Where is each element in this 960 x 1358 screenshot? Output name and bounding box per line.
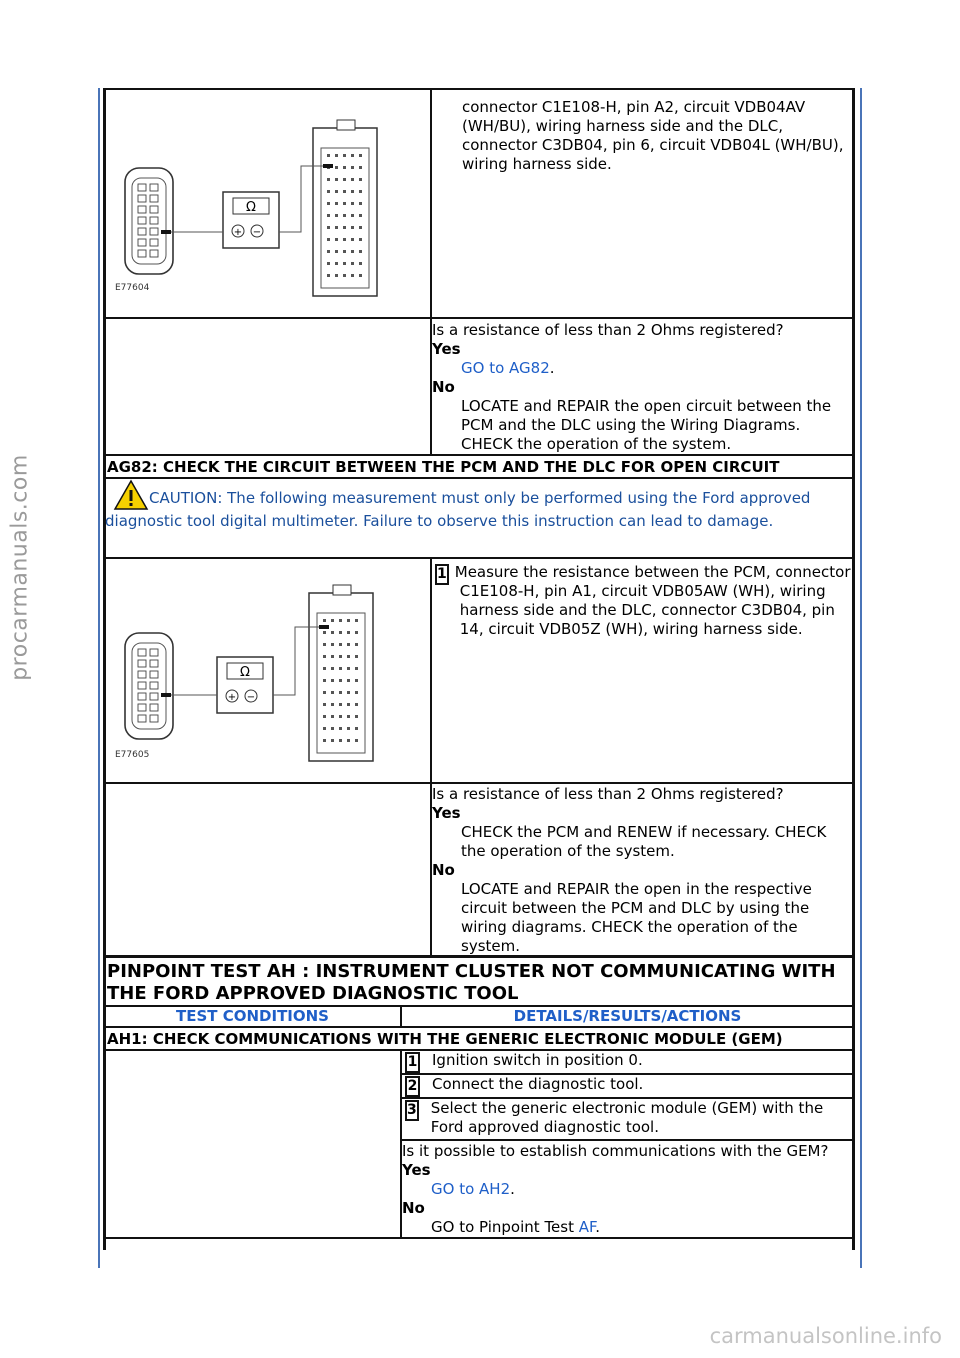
svg-text:−: − [246,692,256,703]
ohm-meter-icon [217,657,273,713]
question-text: Is it possible to establish communications with the GEM? [402,1142,829,1160]
svg-text:+: + [233,227,243,238]
svg-text:Ω: Ω [240,665,250,680]
footer-watermark: carmanualsonline.info [709,1324,942,1348]
step-text: connector C1E108-H, pin A2, circuit VDB04AV (WH/BU), wiring harness side and the DLC, connector C3DB04, pin 6, circuit VDB04L (WH/BU), wiring harness side. [462,98,844,173]
no-label: No [432,378,455,396]
no-label: No [402,1199,425,1217]
step-text: Ignition switch in position 0. [432,1051,643,1069]
punctuation: . [595,1218,601,1236]
page-rule-left-outer [98,88,100,1268]
result-cell-ah1 [401,1140,854,1238]
go-to-ah2-link[interactable]: GO to AH2 [431,1180,511,1198]
caution-cell [104,478,854,558]
no-label: No [432,861,455,879]
warning-triangle-icon [113,479,149,511]
svg-text:+: + [227,692,237,703]
punctuation: . [549,359,555,377]
pinpoint-test-af-link[interactable]: AF [578,1218,596,1236]
step-number: 2 [405,1076,420,1097]
step-number: 1 [435,564,449,585]
figure-cell-a [104,89,431,318]
ah1-heading: AH1: CHECK COMMUNICATIONS WITH THE GENERIC ELECTRONIC MODULE (GEM) [104,1027,854,1050]
page-rule-right-outer [860,88,862,1268]
yes-label: Yes [432,804,461,822]
empty-cell [104,783,431,957]
question-text: Is a resistance of less than 2 Ohms registered? [432,321,784,339]
figure-label: E77604 [115,283,150,293]
no-action-text: LOCATE and REPAIR the open circuit between the PCM and the DLC using the Wiring Diagrams. CHECK the operation of the system. [461,397,832,453]
diagnostic-table-ag [103,88,855,958]
yes-label: Yes [402,1161,431,1179]
column-header-details: DETAILS/RESULTS/ACTIONS [401,1006,854,1027]
step-number: 3 [405,1100,419,1121]
empty-cell [104,318,431,455]
test-conditions-cell [104,1050,401,1238]
pinpoint-test-title: PINPOINT TEST AH : INSTRUMENT CLUSTER NOT COMMUNICATING WITH THE FORD APPROVED DIAGNOSTIC TOOL [104,956,854,1006]
step-text: Connect the diagnostic tool. [432,1075,644,1093]
caution-text: CAUTION: The following measurement must only be performed using the Ford approved diagnostic tool digital multimeter. Failure to observe this instruction can lead to damage. [105,489,811,530]
step-text: Measure the resistance between the PCM, connector C1E108-H, pin A1, circuit VDB05AW (WH), wiring harness side and the DLC, connector C3DB04, pin 14, circuit VDB05Z (WH), wiring harness side. [454,563,851,638]
figure-cell-b [104,558,431,783]
svg-text:−: − [252,227,262,238]
punctuation: . [510,1180,515,1198]
question-text: Is a resistance of less than 2 Ohms registered? [432,785,784,803]
multimeter-diagram-b [105,559,430,777]
result-cell-a [431,318,854,455]
step-text-cell-a [431,89,854,318]
ag82-heading: AG82: CHECK THE CIRCUIT BETWEEN THE PCM AND THE DLC FOR OPEN CIRCUIT [104,455,854,478]
no-action-text: LOCATE and REPAIR the open in the respective circuit between the PCM and DLC by using the wiring diagrams. CHECK the operation of the system. [461,880,812,955]
multimeter-diagram-a [105,90,430,312]
svg-text:Ω: Ω [246,200,256,215]
yes-action-text: CHECK the PCM and RENEW if necessary. CHECK the operation of the system. [461,823,827,860]
pinpoint-test-ah-table [103,955,855,1239]
step1-cell [431,558,854,783]
go-to-ag82-link[interactable]: GO to AG82 [461,359,550,377]
step-number: 1 [405,1052,420,1073]
step-row [401,1074,854,1098]
side-watermark: procarmanuals.com [7,454,33,681]
no-action-text: GO to Pinpoint Test [431,1218,579,1236]
step-row [401,1050,854,1074]
yes-label: Yes [432,340,461,358]
step-text: Select the generic electronic module (GEM) with the Ford approved diagnostic tool. [430,1099,824,1136]
result-cell-b [431,783,854,957]
step-row [401,1098,854,1140]
ohm-meter-icon [223,192,279,248]
figure-label: E77605 [115,750,150,760]
column-header-test-conditions: TEST CONDITIONS [104,1006,401,1027]
